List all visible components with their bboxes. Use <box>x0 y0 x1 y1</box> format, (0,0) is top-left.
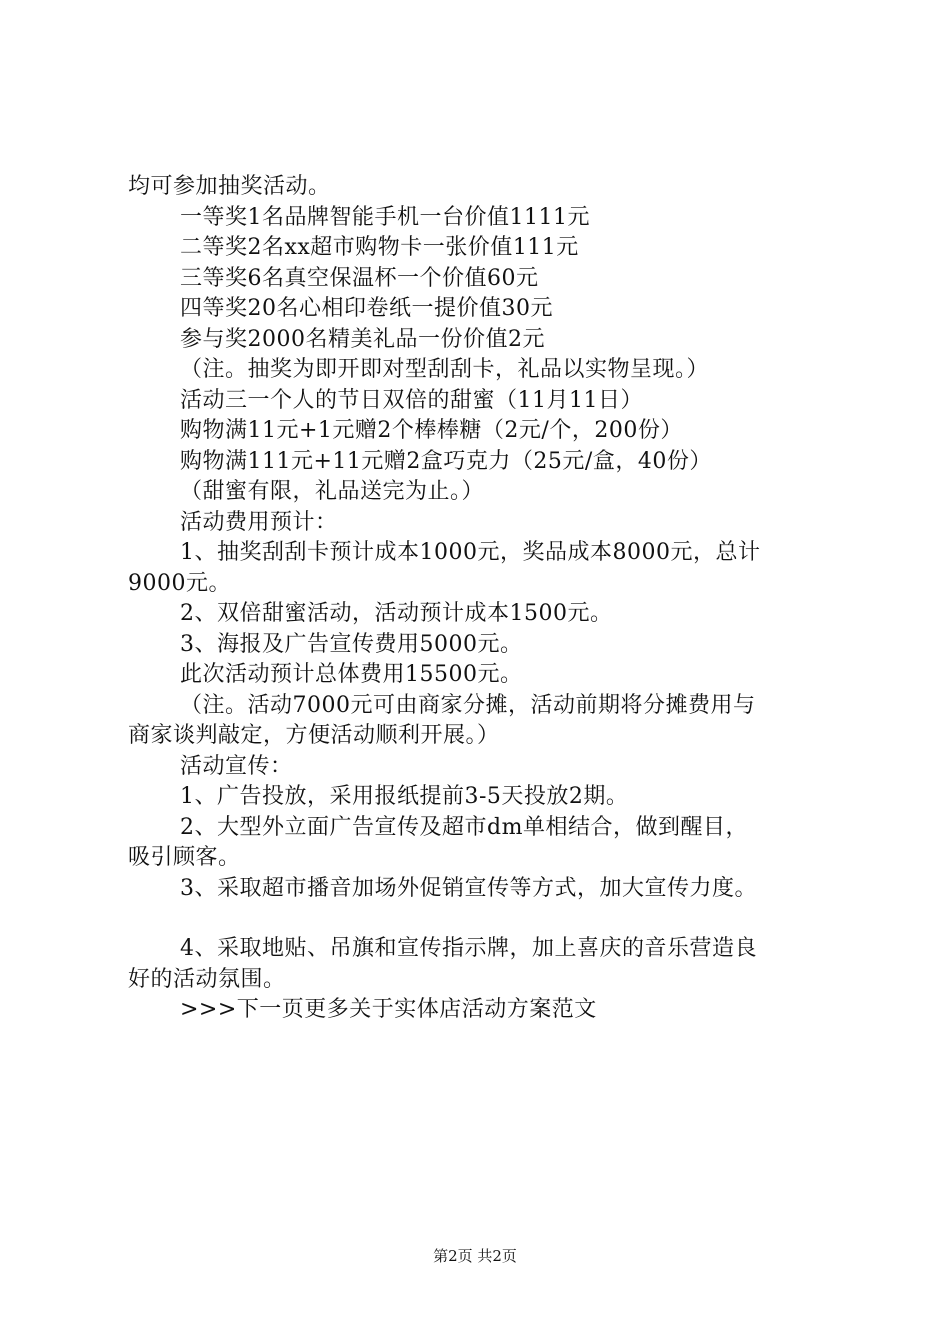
note-cost-share-cont: 商家谈判敲定，方便活动顺利开展。） <box>128 723 500 748</box>
activity-three-heading: 活动三一个人的节日双倍的甜蜜（11月11日） <box>180 387 643 413</box>
promo-item-4-cont: 好的活动氛围。 <box>128 966 286 992</box>
cost-item-1-cont: 9000元。 <box>128 570 231 596</box>
note-cost-share: （注。活动7000元可由商家分摊，活动前期将分摊费用与 <box>180 692 756 718</box>
prize-fourth: 四等奖20名心相印卷纸一提价值30元 <box>180 296 553 321</box>
promo-item-2: 2、大型外立面广告宣传及超市dm单相结合，做到醒目， <box>180 814 748 840</box>
note-lottery: （注。抽奖为即开即对型刮刮卡，礼品以实物呈现。） <box>180 357 710 382</box>
promo-item-1: 1、广告投放，采用报纸提前3-5天投放2期。 <box>180 784 629 809</box>
prize-third: 三等奖6名真空保温杯一个价值60元 <box>180 265 539 291</box>
cost-total: 此次活动预计总体费用15500元。 <box>180 662 523 687</box>
promo-heading: 活动宣传： <box>180 753 293 779</box>
blank-line <box>128 904 838 934</box>
cost-item-1: 1、抽奖刮刮卡预计成本1000元，奖品成本8000元，总计 <box>180 540 761 565</box>
gift-candy: 购物满11元+1元赠2个棒棒糖（2元/个，200份） <box>180 418 683 443</box>
document-body <box>128 172 838 1026</box>
prize-first: 一等奖1名品牌智能手机一台价值1111元 <box>180 204 590 230</box>
next-page-link[interactable]: >>>下一页更多关于实体店活动方案范文 <box>180 997 597 1022</box>
cost-item-2: 2、双倍甜蜜活动，活动预计成本1500元。 <box>180 601 613 626</box>
cost-heading: 活动费用预计： <box>180 509 338 535</box>
prize-participation: 参与奖2000名精美礼品一份价值2元 <box>180 326 545 352</box>
gift-chocolate: 购物满111元+11元赠2盒巧克力（25元/盒，40份） <box>180 448 712 474</box>
promo-item-2-cont: 吸引顾客。 <box>128 845 241 870</box>
page-footer: 第2页 共2页 <box>433 1247 517 1265</box>
note-sweet: （甜蜜有限，礼品送完为止。） <box>180 479 485 504</box>
cost-item-3: 3、海报及广告宣传费用5000元。 <box>180 631 523 657</box>
prize-second: 二等奖2名xx超市购物卡一张价值111元 <box>180 235 579 260</box>
promo-item-4: 4、采取地贴、吊旗和宣传指示牌，加上喜庆的音乐营造良 <box>180 936 757 961</box>
text-line: 均可参加抽奖活动。 <box>128 174 331 199</box>
promo-item-3: 3、采取超市播音加场外促销宣传等方式，加大宣传力度。 <box>180 875 757 901</box>
